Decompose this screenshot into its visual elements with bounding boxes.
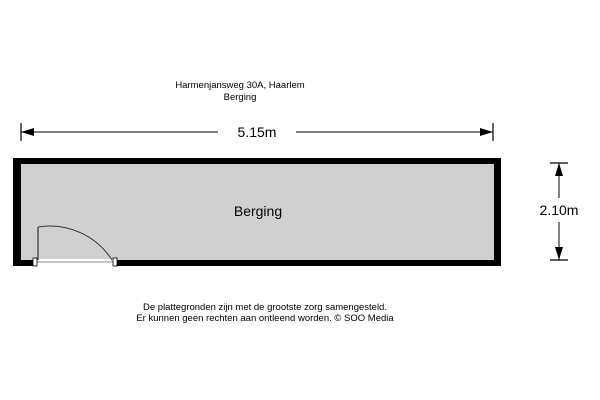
room-berging [13,158,501,266]
door-opening [35,259,115,267]
floor-name-text: Berging [223,92,257,103]
room-label: Berging [233,203,283,219]
depth-arrow-bottom [555,247,563,260]
width-dimension [21,123,493,141]
width-label: 5.15m [237,124,277,140]
disclaimer-line-1: De plattegronden zijn met de grootste zorg samengesteld. [143,302,387,313]
width-arrow-left [21,128,34,136]
disclaimer [40,302,490,324]
disclaimer-line-2: Er kunnen geen rechten aan ontleend worden. © SOO Media [136,313,394,324]
depth-label: 2.10m [539,202,579,218]
door-jamb-right [113,258,117,266]
address-text: Harmenjansweg 30A, Haarlem [175,80,305,91]
door-jamb-left [33,258,37,266]
depth-dimension [540,163,579,260]
depth-arrow-top [555,163,563,176]
width-arrow-right [480,128,493,136]
